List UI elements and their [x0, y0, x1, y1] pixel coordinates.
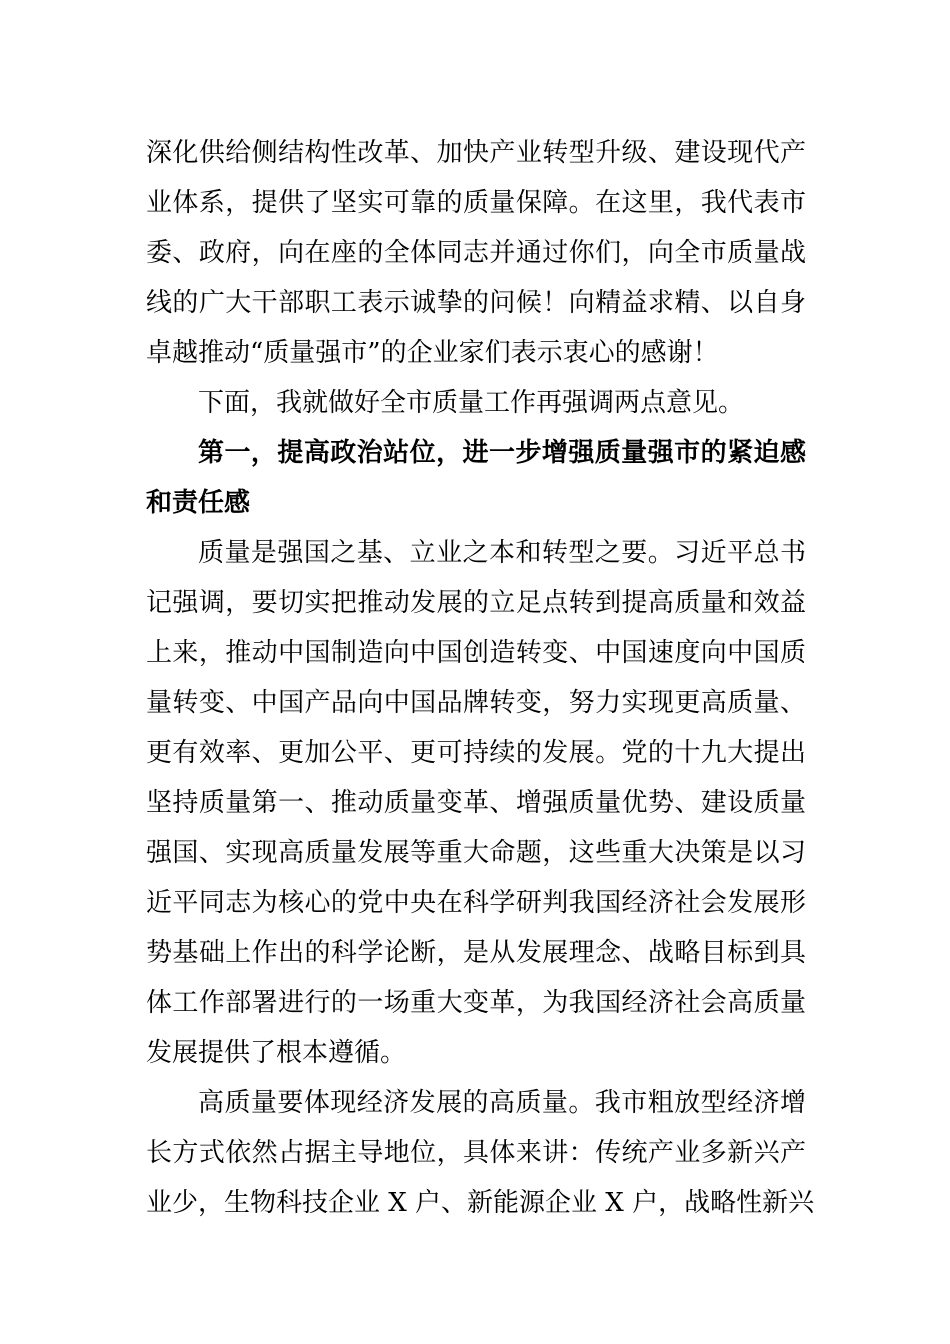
body-line: 量转变、中国产品向中国品牌转变，努力实现更高质量、 — [146, 688, 806, 718]
body-line: 发展提供了根本遵循。 — [146, 1038, 407, 1068]
section-heading-line: 第一，提高政治站位，进一步增强质量强市的紧迫感 — [198, 438, 806, 468]
body-line: 强国、实现高质量发展等重大命题，这些重大决策是以习 — [146, 838, 806, 868]
body-line: 长方式依然占据主导地位，具体来讲：传统产业多新兴产 — [146, 1138, 806, 1168]
body-line: 业体系，提供了坚实可靠的质量保障。在这里，我代表市 — [146, 188, 806, 218]
body-line: 上来，推动中国制造向中国创造转变、中国速度向中国质 — [146, 638, 806, 668]
body-line: 势基础上作出的科学论断，是从发展理念、战略目标到具 — [146, 938, 806, 968]
body-line: 近平同志为核心的党中央在科学研判我国经济社会发展形 — [146, 888, 806, 918]
body-line: 下面，我就做好全市质量工作再强调两点意见。 — [198, 388, 745, 418]
body-line: 质量是强国之基、立业之本和转型之要。习近平总书 — [198, 538, 806, 568]
body-line: 深化供给侧结构性改革、加快产业转型升级、建设现代产 — [146, 138, 806, 168]
body-line: 更有效率、更加公平、更可持续的发展。党的十九大提出 — [146, 738, 806, 768]
section-heading-line: 和责任感 — [146, 488, 251, 518]
body-line: 坚持质量第一、推动质量变革、增强质量优势、建设质量 — [146, 788, 806, 818]
body-line: 体工作部署进行的一场重大变革，为我国经济社会高质量 — [146, 988, 806, 1018]
body-line: 业少，生物科技企业 X 户、新能源企业 X 户，战略性新兴 — [146, 1188, 815, 1218]
body-line: 高质量要体现经济发展的高质量。我市粗放型经济增 — [198, 1088, 806, 1118]
body-line: 委、政府，向在座的全体同志并通过你们，向全市质量战 — [146, 238, 806, 268]
body-line: 线的广大干部职工表示诚挚的问候！向精益求精、以自身 — [146, 288, 806, 318]
body-line: 记强调，要切实把推动发展的立足点转到提高质量和效益 — [146, 588, 806, 618]
body-line: 卓越推动“质量强市”的企业家们表示衷心的感谢！ — [146, 338, 719, 368]
